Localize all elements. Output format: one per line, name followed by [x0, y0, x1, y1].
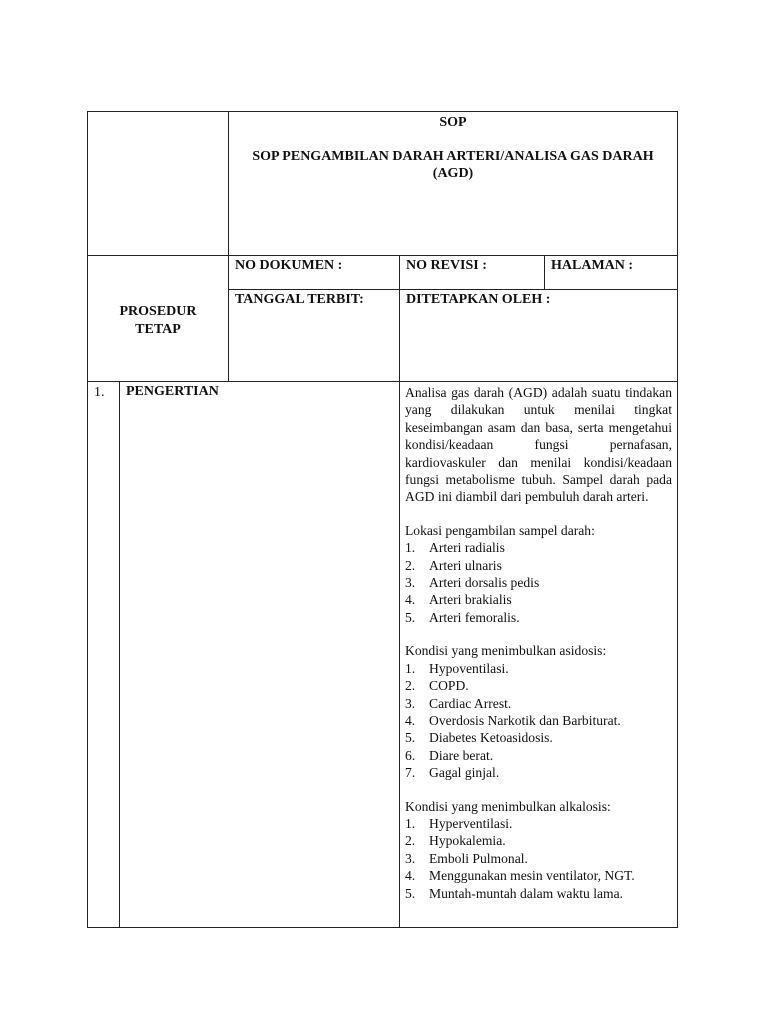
- list-item-number: 6.: [405, 747, 416, 763]
- list-item: [405, 539, 672, 556]
- list-item-text: Overdosis Narkotik dan Barbiturat.: [429, 712, 621, 728]
- list-item-number: 4.: [405, 712, 416, 728]
- list-item-text: Arteri dorsalis pedis: [429, 575, 540, 591]
- list-item-text: Arteri radialis: [429, 540, 505, 556]
- section-content-cell: [399, 381, 678, 928]
- list-item-text: Cardiac Arrest.: [429, 695, 512, 711]
- revision-cell: [399, 255, 545, 290]
- list-item-number: 7.: [405, 765, 416, 781]
- doc-number-label: NO DOKUMEN :: [235, 258, 343, 273]
- approved-by-cell: [399, 289, 678, 382]
- list-item-number: 2.: [405, 557, 416, 573]
- section-number-cell: [87, 381, 120, 928]
- revision-label: NO REVISI :: [406, 258, 487, 273]
- list-item-number: 3.: [405, 695, 416, 711]
- section-number: 1.: [94, 385, 105, 400]
- list-item-number: 1.: [405, 540, 416, 556]
- list-item: [405, 695, 672, 712]
- list-item-number: 3.: [405, 575, 416, 591]
- list-item: [405, 867, 672, 884]
- list-item-text: Arteri ulnaris: [429, 557, 502, 573]
- list-item: [405, 729, 672, 746]
- list-heading: Lokasi pengambilan sampel darah:: [405, 522, 595, 538]
- title-cell: [228, 111, 678, 256]
- list-item: [405, 574, 672, 591]
- list-item: [405, 747, 672, 764]
- page-cell: [544, 255, 678, 290]
- list-item-text: Arteri femoralis.: [429, 609, 520, 625]
- list-item-text: Arteri brakialis: [429, 592, 512, 608]
- list-heading: Kondisi yang menimbulkan alkalosis:: [405, 798, 611, 814]
- list-item-text: Diare berat.: [429, 747, 494, 763]
- list-item-number: 5.: [405, 730, 416, 746]
- list-item: [405, 591, 672, 608]
- list-item: [405, 557, 672, 574]
- list-item: [405, 660, 672, 677]
- list-item-text: Emboli Pulmonal.: [429, 850, 528, 866]
- list-item-number: 1.: [405, 815, 416, 831]
- list-item-text: Hyperventilasi.: [429, 815, 513, 831]
- list-item: [405, 712, 672, 729]
- list-item: [405, 609, 672, 626]
- procedure-label-line2: TETAP: [135, 321, 181, 337]
- section-title-cell: [119, 381, 400, 928]
- list-item: [405, 850, 672, 867]
- document-title: SOP PENGAMBILAN DARAH ARTERI/ANALISA GAS DARAH (AGD): [252, 149, 654, 181]
- list-item-text: COPD.: [429, 678, 469, 694]
- issue-date-cell: [228, 289, 400, 382]
- sop-label: SOP: [439, 115, 467, 130]
- list-item: [405, 832, 672, 849]
- logo-cell: [87, 111, 229, 256]
- list-item-text: Diabetes Ketoasidosis.: [429, 730, 553, 746]
- list-item-text: Muntah-muntah dalam waktu lama.: [429, 885, 624, 901]
- list-item-number: 4.: [405, 868, 416, 884]
- list-item: [405, 677, 672, 694]
- definition-text: Analisa gas darah (AGD) adalah suatu tindakan yang dilakukan untuk menilai tingkat keseimbangan asam dan basa, serta mengetahui kondisi/keadaan fungsi pernafasan, kardiovaskuler dan menilai kondisi/keadaan fungsi metabolisme tubuh. Sampel darah pada AGD ini diambil dari pembuluh darah arteri.: [405, 385, 672, 505]
- list-item-number: 2.: [405, 678, 416, 694]
- list-item-number: 4.: [405, 592, 416, 608]
- list-item-number: 2.: [405, 833, 416, 849]
- section-title: PENGERTIAN: [126, 384, 219, 399]
- page-label: HALAMAN :: [551, 258, 634, 273]
- list-item: [405, 815, 672, 832]
- list-item-text: Hypoventilasi.: [429, 660, 509, 676]
- doc-number-cell: [228, 255, 400, 290]
- list-item-number: 1.: [405, 660, 416, 676]
- list-item-text: Hypokalemia.: [429, 833, 506, 849]
- list-item-number: 5.: [405, 885, 416, 901]
- list-item: [405, 764, 672, 781]
- procedure-cell: [87, 255, 229, 382]
- list-item-number: 3.: [405, 850, 416, 866]
- list-item-number: 5.: [405, 609, 416, 625]
- procedure-label-line1: PROSEDUR: [119, 303, 197, 319]
- list-item-text: Gagal ginjal.: [429, 765, 500, 781]
- list-item-text: Menggunakan mesin ventilator, NGT.: [429, 868, 635, 884]
- list-item: [405, 885, 672, 902]
- approved-by-label: DITETAPKAN OLEH :: [406, 292, 551, 307]
- issue-date-label: TANGGAL TERBIT:: [235, 292, 364, 307]
- list-heading: Kondisi yang menimbulkan asidosis:: [405, 643, 607, 659]
